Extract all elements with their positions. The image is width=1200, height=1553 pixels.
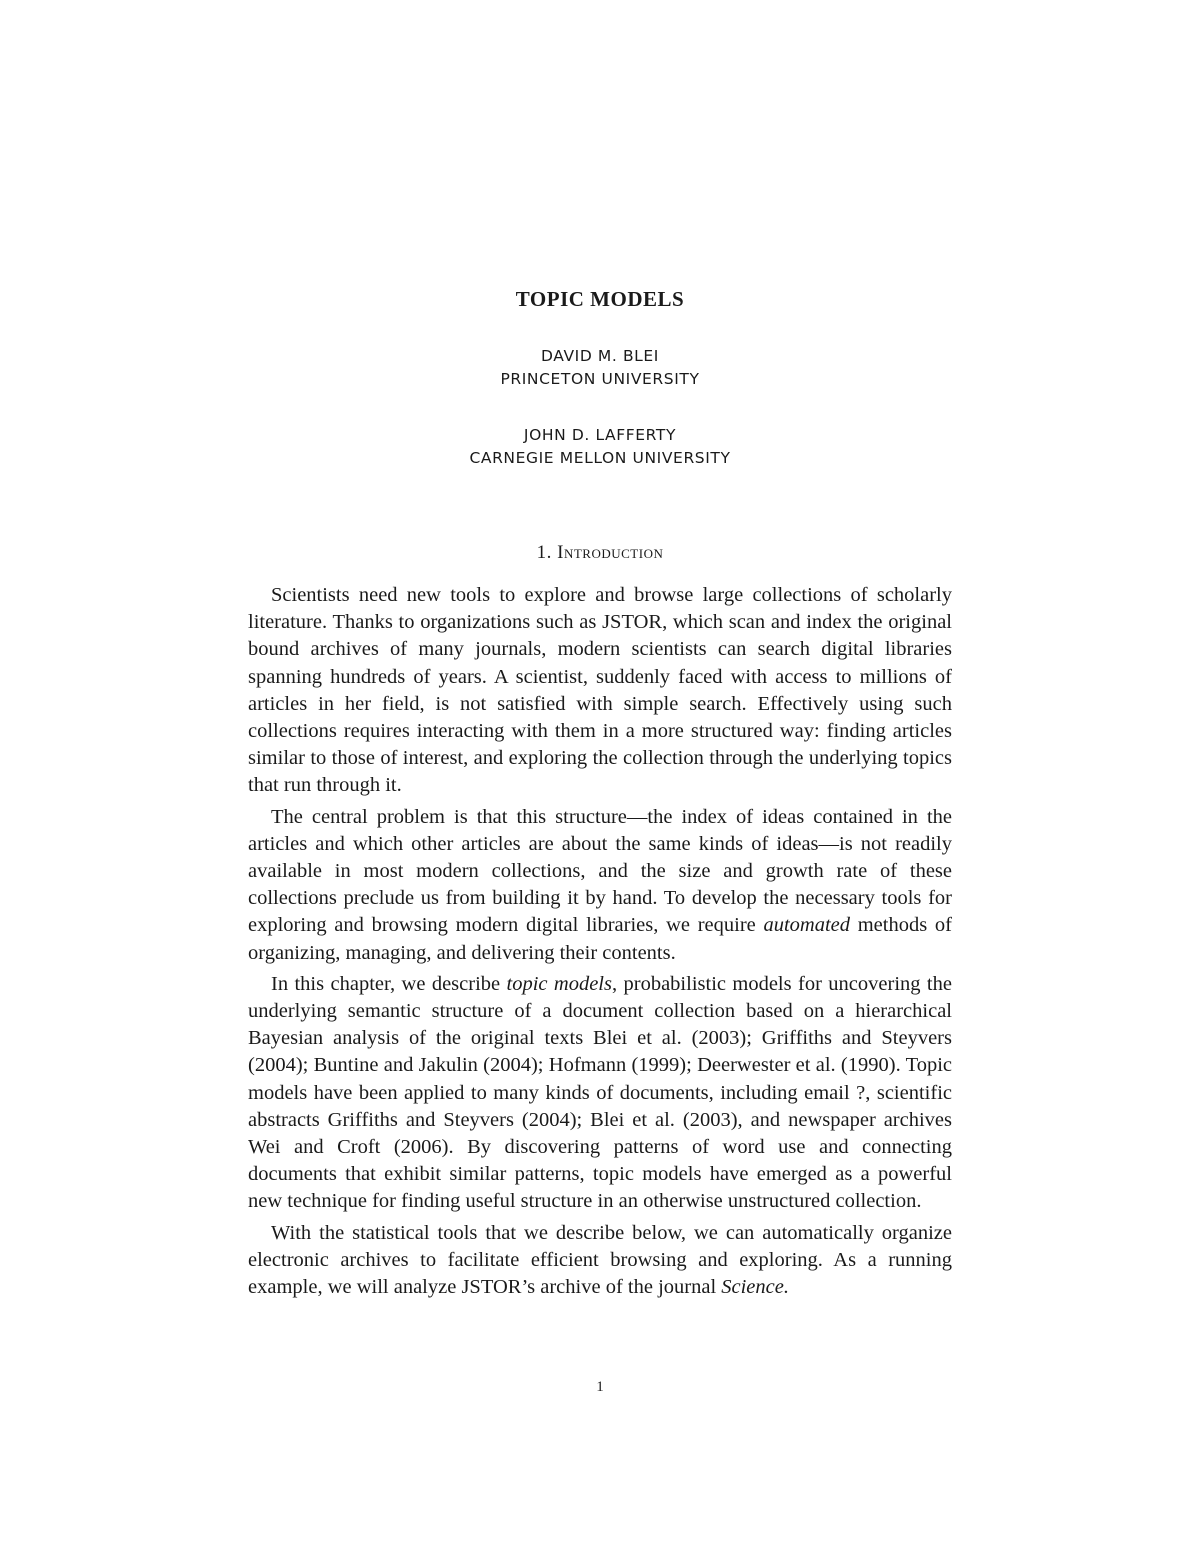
paragraph-3 <box>248 971 952 1216</box>
section-number: 1. <box>536 542 552 563</box>
page-number: 1 <box>596 1379 604 1395</box>
author-affiliation: CARNEGIE MELLON UNIVERSITY <box>469 449 731 467</box>
paper-title: TOPIC MODELS <box>515 287 685 311</box>
author-name: DAVID M. BLEI <box>541 347 659 365</box>
paragraph-2-emphasis: automated <box>763 914 851 937</box>
paragraph-3-emphasis: topic models <box>506 972 612 995</box>
paragraph-2 <box>248 804 952 967</box>
author-block-1 <box>0 345 1200 391</box>
author-block-2 <box>0 424 1200 470</box>
section-title: Introduction <box>557 542 664 563</box>
author-name: JOHN D. LAFFERTY <box>523 426 677 444</box>
paragraph-4-emphasis: Science. <box>721 1276 789 1299</box>
paragraph-3-text-a: In this chapter, we describe <box>271 972 507 995</box>
paragraph-4-text-a: With the statistical tools that we describe below, we can automatically organize electronic archives to facilitate efficient browsing and exploring. As a running example, we will analyze JSTOR’s archive of the journal <box>248 1221 952 1299</box>
author-affiliation: PRINCETON UNIVERSITY <box>500 370 700 388</box>
section-heading <box>0 542 1200 564</box>
body-text <box>248 582 952 1301</box>
paragraph-2-text-b: methods of organizing, managing, and delivering their contents. <box>248 914 952 964</box>
paragraph-4 <box>248 1220 952 1302</box>
paragraph-1: Scientists need new tools to explore and browse large collections of scholarly literature. Thanks to organizations such as JSTOR, which scan and index the original bound archives of many journals, modern scientists can search digital libraries spanning hundreds of years. A scientist, suddenly faced with access to millions of articles in her field, is not satisfied with simple search. Effectively using such collections requires interacting with them in a more structured way: finding articles similar to those of interest, and exploring the collection through the underlying topics that run through it. <box>248 584 952 797</box>
paragraph-2-text-a: The central problem is that this structure—the index of ideas contained in the articles and which other articles are about the same kinds of ideas—is not readily available in most modern collections, and the size and growth rate of these collections preclude us from building it by hand. To develop the necessary tools for exploring and browsing modern digital libraries, we require <box>248 805 952 937</box>
paragraph-3-text-b: , probabilistic models for uncovering the underlying semantic structure of a document collection based on a hierarchical Bayesian analysis of the original texts Blei et al. (2003); Griffiths and Steyvers (2004); Buntine and Jakulin (2004); Hofmann (1999); Deerwester et al. (1990). Topic models have been applied to many kinds of documents, including email ?, scientific abstracts Griffiths and Steyvers (2004); Blei et al. (2003), and newspaper archives Wei and Croft (2006). By discovering patterns of word use and connecting documents that exhibit similar patterns, topic models have emerged as a powerful new technique for finding useful structure in an otherwise unstructured collection. <box>248 972 952 1213</box>
